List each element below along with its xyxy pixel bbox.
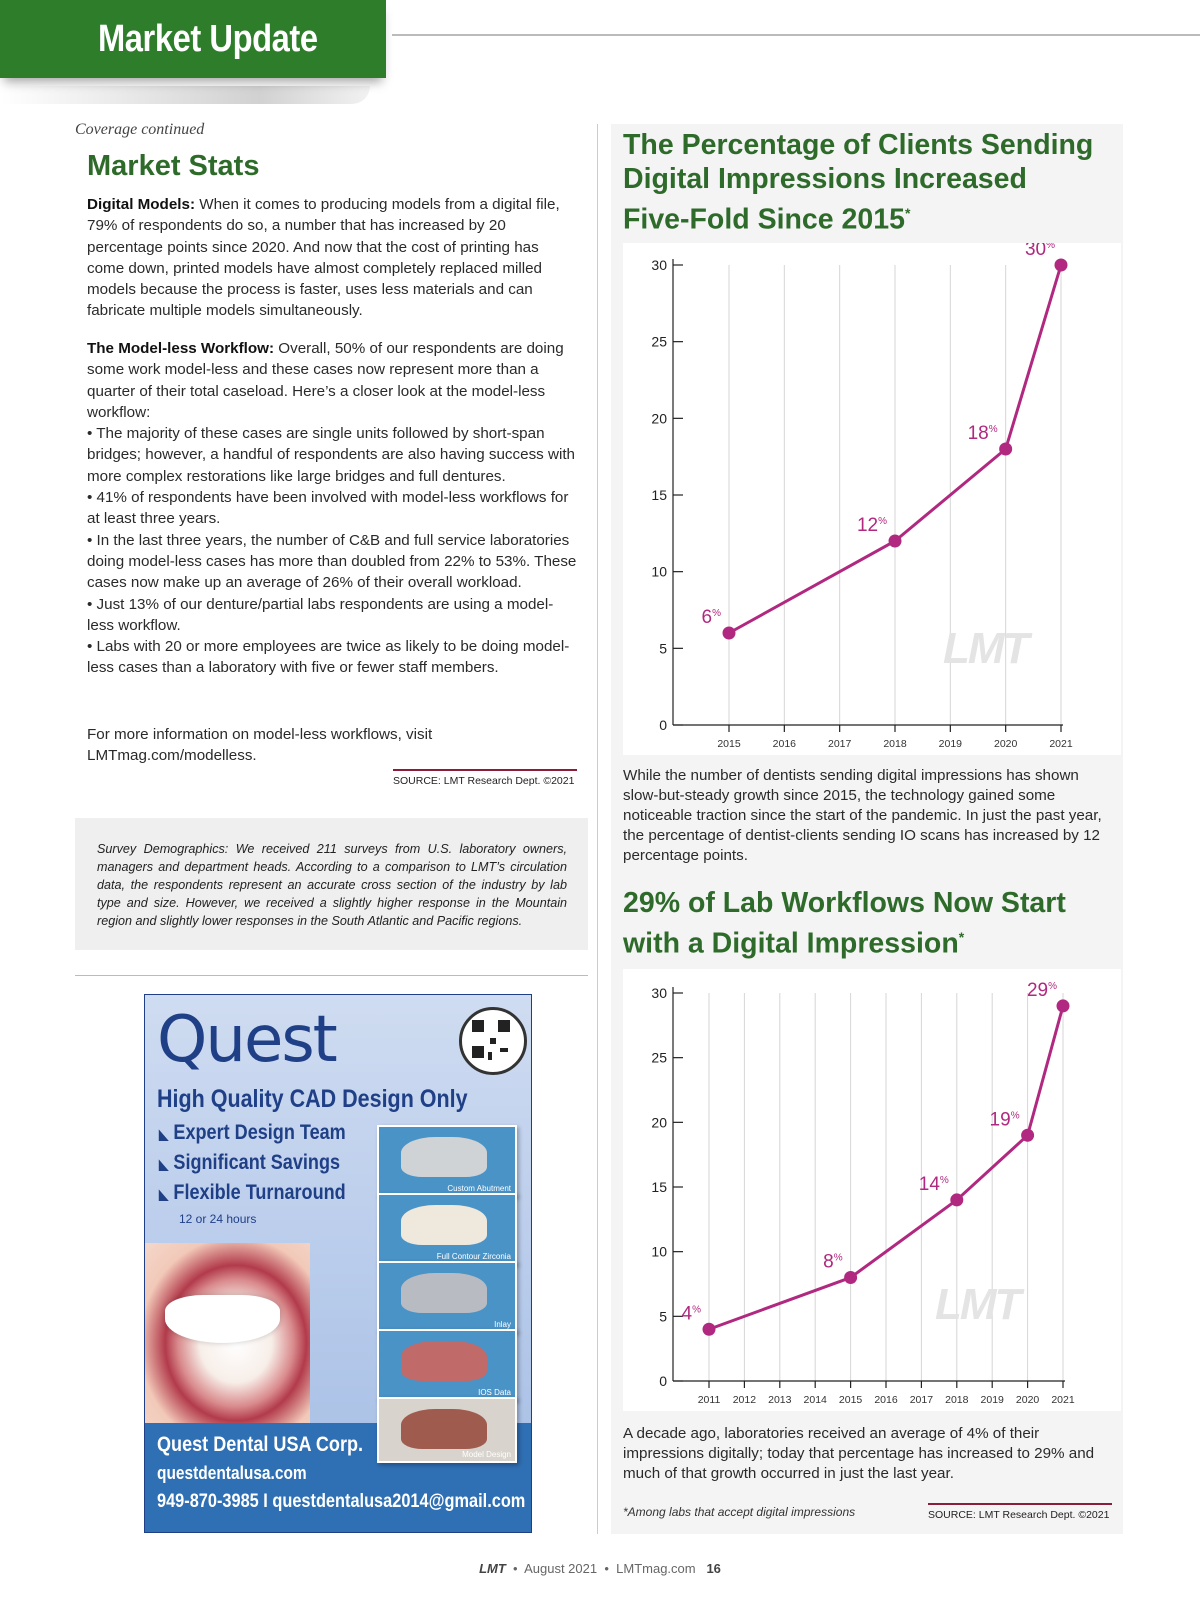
chart2-x-tick-label: 2013 bbox=[768, 1394, 792, 1406]
chart1-y-tick-label: 25 bbox=[651, 333, 667, 350]
chart1-data-point bbox=[1055, 259, 1068, 272]
chart2-data-label bbox=[1027, 980, 1057, 1001]
chart1-data-label-value: 18 bbox=[967, 423, 989, 444]
chart2-x-tick-label: 2015 bbox=[838, 1394, 863, 1406]
chart2-data-label bbox=[990, 1109, 1020, 1130]
chart2-x-tick-label: 2021 bbox=[1051, 1394, 1075, 1406]
chart2-svg bbox=[623, 969, 1121, 1411]
bullet-item: • Labs with 20 or more employees are twice as likely to be doing model-less cases than a laboratory with five or fewer staff members. bbox=[87, 638, 570, 677]
survey-demographics-box bbox=[75, 818, 588, 950]
modelless-text: Overall, 50% of our respondents are doing some work model-less and these cases now represent more than a quarter of their total caseload. Here’s a closer look at the model-less workflow: bbox=[87, 340, 564, 421]
chart1-data-label-unit: % bbox=[1046, 243, 1055, 251]
chart1-data-label-unit: % bbox=[712, 608, 721, 619]
footer-separator: • bbox=[513, 1561, 518, 1576]
chart1-data-label-value: 30 bbox=[1024, 243, 1047, 260]
chart2-x-tick-label: 2020 bbox=[1015, 1394, 1040, 1406]
chart2-data-label-value: 4 bbox=[681, 1303, 693, 1325]
chart1-title-line: The Percentage of Clients Sending bbox=[623, 129, 1094, 161]
page-footer bbox=[0, 1561, 1200, 1576]
chart1-title bbox=[623, 128, 1093, 237]
chart2-watermark: LMT bbox=[935, 1280, 1020, 1329]
chart2-x-tick-label: 2012 bbox=[732, 1394, 757, 1406]
chart2-y-tick-label: 15 bbox=[651, 1179, 667, 1195]
ad-headline: High Quality CAD Design Only bbox=[157, 1085, 468, 1113]
chart2-data-label bbox=[919, 1174, 949, 1195]
chart2-y-tick-label: 20 bbox=[651, 1114, 667, 1131]
chart1-data-label bbox=[857, 515, 887, 536]
chart2-x-tick-label: 2014 bbox=[803, 1394, 827, 1406]
coverage-label: Coverage continued bbox=[75, 121, 205, 138]
chart2-data-label-unit: % bbox=[939, 1174, 949, 1186]
ad-company-name: Quest Dental USA Corp. bbox=[157, 1433, 364, 1456]
chart2-x-tick-label: 2016 bbox=[874, 1394, 898, 1406]
chart1-caption: While the number of dentists sending digital impressions has shown slow-but-steady growth since 2015, the technology gained some noticeable traction since the start of the pandemic. In just the past year, the percentage of dentist-clients sending IO scans has increased by 12 percentage points. bbox=[623, 767, 1102, 864]
header-rule bbox=[392, 34, 1200, 36]
chart1-x-tick-label: 2020 bbox=[993, 738, 1018, 750]
chart1-data-label bbox=[968, 423, 998, 444]
chart2-container bbox=[623, 969, 1121, 1411]
chart1-data-label bbox=[702, 607, 722, 628]
chart1-data-label-value: 12 bbox=[856, 515, 879, 536]
bullet-item: • 41% of respondents have been involved with model-less workflows for at least three years. bbox=[87, 489, 569, 528]
chart1-y-tick-label: 15 bbox=[651, 487, 667, 503]
chart1-title-line: Five-Fold Since 2015 bbox=[623, 203, 905, 236]
chart1-title-line: Digital Impressions Increased bbox=[623, 163, 1027, 195]
quest-advertisement[interactable] bbox=[144, 994, 532, 1533]
chart1-container bbox=[623, 243, 1121, 755]
chart2-data-point bbox=[1057, 999, 1070, 1012]
ad-panel-model-design bbox=[377, 1397, 517, 1463]
chart2-x-tick-label: 2017 bbox=[909, 1394, 934, 1406]
chart1-data-point bbox=[999, 443, 1012, 456]
more-info-paragraph bbox=[87, 724, 557, 767]
chart2-data-label-unit: % bbox=[692, 1304, 701, 1316]
chart2-data-label-value: 8 bbox=[823, 1251, 834, 1273]
chart2-y-tick-label: 0 bbox=[659, 1373, 667, 1389]
ad-bullet: ◣ Significant Savings bbox=[159, 1151, 340, 1175]
chart1-watermark: LMT bbox=[943, 624, 1028, 673]
chart2-footnote: *Among labs that accept digital impressions bbox=[623, 1505, 856, 1519]
teeth-illustration bbox=[165, 1295, 280, 1343]
ad-bullet: ◣ Flexible Turnaround bbox=[159, 1181, 346, 1205]
page-number: 16 bbox=[706, 1561, 721, 1576]
column-divider bbox=[597, 124, 598, 1534]
chart1-y-tick-label: 30 bbox=[651, 257, 667, 273]
smile-photo bbox=[145, 1243, 310, 1443]
bullet-item: • In the last three years, the number of C&B and full service laboratories doing model-less cases has more than doubled from 22% to 53%. These cases now make up an average of 26% of their overall workload. bbox=[87, 531, 577, 592]
chart1-title-mark: * bbox=[904, 205, 911, 221]
bullet-item: • Just 13% of our denture/partial labs respondents are using a model-less workflow. bbox=[87, 595, 554, 634]
ad-website-link[interactable]: questdentalusa.com bbox=[157, 1463, 307, 1483]
digital-models-paragraph bbox=[87, 194, 579, 322]
digital-models-text: When it comes to producing models from a digital file, 79% of respondents do so, a number that has increased by 20 percentage points since 2020. And now that the cost of printing has come down, printed models have almost completely replaced milled models because the process is faster, uses less materials and can fabricate multiple models simultaneously. bbox=[87, 196, 560, 320]
chart2-data-label bbox=[823, 1252, 843, 1273]
footer-magazine: LMT bbox=[479, 1561, 506, 1576]
chart2-title-line: with a Digital Impression bbox=[623, 927, 959, 960]
chart2-y-tick-label: 5 bbox=[659, 1308, 667, 1325]
chart1-y-tick-label: 0 bbox=[659, 717, 667, 733]
section-banner bbox=[0, 0, 386, 78]
more-info-text: For more information on model-less workflows, visit LMTmag.com/modelless. bbox=[87, 726, 433, 765]
source-rule bbox=[928, 1503, 1112, 1505]
chart1-data-label-value: 6 bbox=[701, 607, 713, 628]
ad-bullet: ◣ Expert Design Team bbox=[159, 1121, 346, 1145]
section-rule bbox=[75, 975, 588, 976]
market-stats-title: Market Stats bbox=[87, 150, 260, 182]
footer-issue: August 2021 bbox=[524, 1561, 598, 1576]
chart1-y-tick-label: 5 bbox=[659, 640, 667, 657]
chart2-data-point bbox=[950, 1193, 963, 1206]
chart2-data-label-unit: % bbox=[1010, 1110, 1020, 1122]
section-label: Market Update bbox=[98, 18, 318, 60]
chart1-x-tick-label: 2017 bbox=[827, 738, 852, 750]
chart1-x-tick-label: 2015 bbox=[717, 738, 741, 750]
turnaround-note: 12 or 24 hours bbox=[179, 1212, 257, 1226]
chart1-x-tick-label: 2019 bbox=[938, 738, 963, 750]
modelless-label: The Model-less Workflow: bbox=[87, 340, 275, 357]
source-note: SOURCE: LMT Research Dept. ©2021 bbox=[393, 775, 575, 787]
chart2-data-label-value: 14 bbox=[918, 1173, 940, 1195]
chart1-data-label-unit: % bbox=[988, 424, 998, 435]
chart2-data-point bbox=[1021, 1129, 1034, 1142]
chart1-x-tick-label: 2021 bbox=[1049, 738, 1073, 750]
chart2-data-label-value: 29 bbox=[1026, 979, 1049, 1001]
chart2-y-tick-label: 10 bbox=[651, 1243, 667, 1260]
survey-demographics-text: Survey Demographics: We received 211 surveys from U.S. laboratory owners, managers and department heads. According to a comparison to LMT’s circulation data, the respondents represent an accurate cross section of the industry by lab type and size. However, we received a slightly higher response in the Mountain region and slightly lower responses in the South Atlantic and Pacific regions. bbox=[97, 842, 567, 928]
chart2-title-line: 29% of Lab Workflows Now Start bbox=[623, 887, 1066, 919]
ad-panel-ios-data bbox=[377, 1329, 517, 1401]
modelless-section bbox=[87, 338, 579, 679]
chart2-source: SOURCE: LMT Research Dept. ©2021 bbox=[928, 1509, 1110, 1521]
quest-logo: Quest bbox=[157, 1003, 336, 1077]
ad-contact-line[interactable]: 949-870-3985 I questdentalusa2014@gmail.com bbox=[157, 1491, 526, 1512]
chart1-svg bbox=[623, 243, 1121, 755]
source-rule bbox=[393, 769, 577, 771]
chart1-x-tick-label: 2018 bbox=[883, 738, 907, 750]
chart2-data-label-unit: % bbox=[1048, 980, 1057, 992]
chart2-data-label bbox=[682, 1303, 702, 1324]
chart2-data-point bbox=[703, 1323, 716, 1336]
banner-shadow bbox=[0, 86, 370, 104]
ad-panel-full-contour-zirconia bbox=[377, 1193, 517, 1265]
ad-panel-label: Model Design bbox=[462, 1450, 511, 1459]
chart2-title-mark: * bbox=[958, 929, 965, 945]
chart1-data-label bbox=[1025, 243, 1055, 260]
ad-panel-inlay bbox=[377, 1261, 517, 1333]
chart2-x-tick-label: 2011 bbox=[697, 1394, 721, 1406]
chart2-caption: A decade ago, laboratories received an average of 4% of their impressions digitally; today that percentage has increased to 29% and much of that growth occurred in just the last year. bbox=[623, 1425, 1095, 1482]
ad-panel-custom-abutment bbox=[377, 1125, 517, 1197]
chart1-data-point bbox=[889, 535, 902, 548]
bullet-item: • The majority of these cases are single units followed by short-span bridges; however, a handful of respondents are also having success with more complex restorations like large bridges and full dentures. bbox=[87, 425, 575, 485]
ad-panel-label: Custom Abutment bbox=[447, 1184, 511, 1193]
chart2-x-tick-label: 2019 bbox=[980, 1394, 1004, 1406]
chart2-data-point bbox=[844, 1271, 857, 1284]
chart2-data-label-value: 19 bbox=[989, 1109, 1011, 1131]
ad-panel-label: IOS Data bbox=[478, 1388, 511, 1397]
chart2-y-tick-label: 25 bbox=[651, 1049, 667, 1066]
chart2-y-tick-label: 30 bbox=[651, 985, 667, 1001]
footer-site[interactable]: LMTmag.com bbox=[616, 1561, 696, 1576]
digital-models-label: Digital Models: bbox=[87, 196, 196, 213]
ad-panel-label: Full Contour Zirconia bbox=[436, 1252, 511, 1261]
chart1-data-label-unit: % bbox=[878, 516, 887, 527]
chart1-data-point bbox=[723, 627, 736, 640]
ad-panel-label: Inlay bbox=[494, 1320, 511, 1329]
chart2-data-label-unit: % bbox=[833, 1252, 843, 1264]
chart2-x-tick-label: 2018 bbox=[945, 1394, 969, 1406]
footer-separator: • bbox=[604, 1561, 609, 1576]
chart2-title bbox=[623, 886, 1066, 961]
chart1-y-tick-label: 20 bbox=[651, 410, 667, 427]
qr-code-icon bbox=[459, 1007, 527, 1075]
chart1-x-tick-label: 2016 bbox=[772, 738, 797, 750]
chart1-y-tick-label: 10 bbox=[651, 563, 667, 580]
